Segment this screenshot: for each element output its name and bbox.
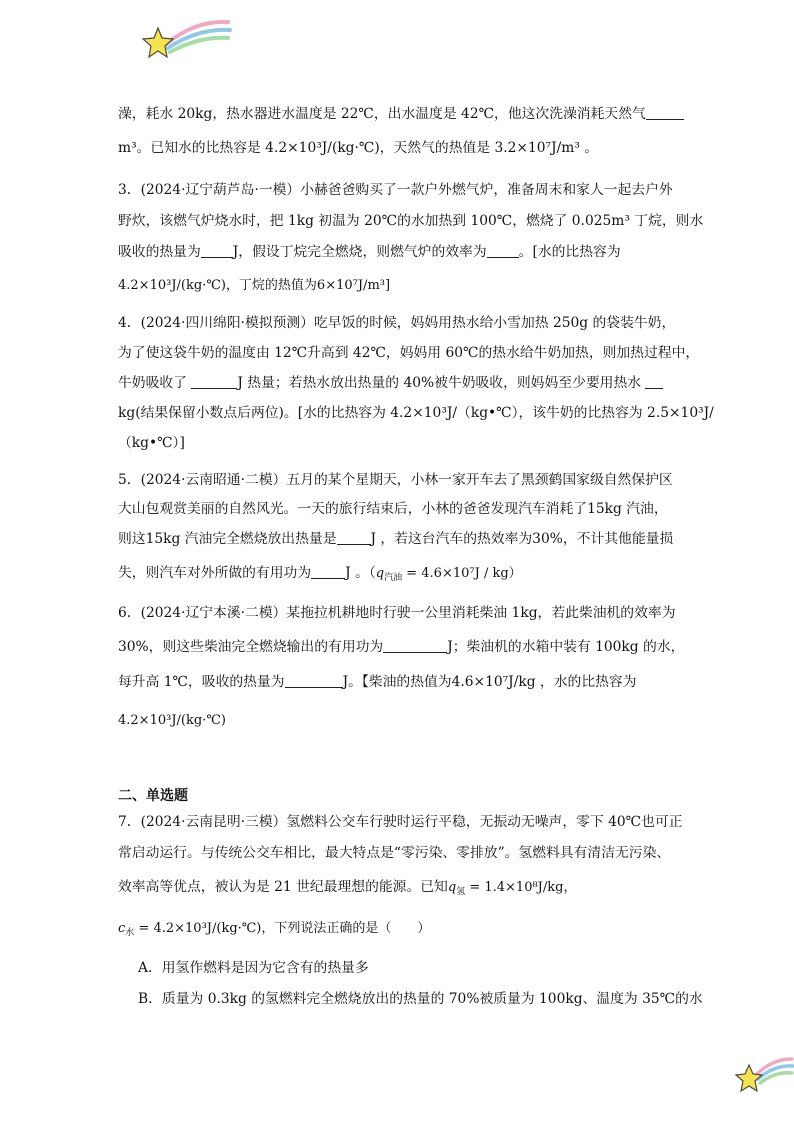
q5-text: J 。（ bbox=[345, 565, 376, 581]
answer-blank[interactable] bbox=[646, 105, 684, 120]
answer-blank[interactable] bbox=[191, 374, 237, 389]
q7-line-3 bbox=[118, 877, 698, 902]
q5-stem: 5．(2024·云南昭通·二模）五月的某个星期天，小林一家开车去了黑颈鹤国家级自然保护区 bbox=[118, 472, 673, 488]
q4-text: J 热量；若热水放出热量的 40%被牛奶吸收，则妈妈至少要用热水 bbox=[237, 375, 642, 391]
q2-line-2 bbox=[118, 138, 698, 158]
q5-line-3 bbox=[118, 529, 698, 549]
q2-text: m³。已知水的比热容是 4.2×10³J/(kg·℃)，天然气的热值是 3.2×10⁷J/m³ 。 bbox=[118, 140, 599, 156]
q7-line-4 bbox=[118, 918, 698, 943]
q7-formula: = 4.2×10³J/(kg·℃)，下列说法正确的是（ ） bbox=[134, 921, 431, 936]
q7-symbol: c bbox=[118, 921, 126, 936]
answer-blank[interactable] bbox=[311, 564, 345, 579]
q4-stem: 4．(2024·四川绵阳·模拟预测）吃早饭的时候，妈妈用热水给小雪加热 250g 的袋装牛奶， bbox=[118, 315, 676, 331]
q5-line-2 bbox=[118, 499, 698, 519]
q4-line-2 bbox=[118, 343, 698, 363]
q4-text: 牛奶吸收了 bbox=[118, 375, 187, 391]
q4-text: 为了使这袋牛奶的温度由 12℃升高到 42℃，妈妈用 60℃的热水给牛奶加热，则加热过程中， bbox=[118, 345, 700, 361]
q2-line-1 bbox=[118, 104, 698, 124]
q5-subscript: 汽油 bbox=[384, 573, 403, 583]
q6-line-1 bbox=[118, 603, 698, 623]
q4-line-3 bbox=[118, 373, 698, 393]
q7-subscript: 氢 bbox=[456, 887, 466, 897]
q7-line-2 bbox=[118, 843, 698, 863]
q6-text: J；柴油机的水箱中装有 100kg 的水， bbox=[447, 639, 685, 655]
q3-line-1 bbox=[118, 180, 698, 200]
q6-text: J。【柴油的热值为4.6×10⁷J/kg ，水的比热容为 bbox=[342, 674, 637, 690]
answer-blank[interactable] bbox=[201, 243, 233, 258]
q3-line-4 bbox=[118, 275, 698, 296]
q6-text: 每升高 1℃，吸收的热量为 bbox=[118, 674, 285, 690]
q7-text: 效率高等优点，被认为是 21 世纪最理想的能源。已知 bbox=[118, 879, 448, 895]
q3-text: 。[水的比热容为 bbox=[518, 244, 621, 260]
q6-line-2 bbox=[118, 637, 698, 657]
q6-text: 30%，则这些柴油完全燃烧输出的有用功为 bbox=[118, 639, 384, 655]
q5-text: 失，则汽车对外所做的有用功为 bbox=[118, 565, 312, 581]
q5-text: 大山包观赏美丽的自然风光。一天的旅行结束后，小林的爸爸发现汽车消耗了15kg 汽油， bbox=[118, 501, 668, 517]
shooting-star-icon bbox=[732, 1055, 794, 1097]
q7-line-1 bbox=[118, 812, 698, 832]
answer-blank[interactable] bbox=[487, 243, 519, 258]
answer-blank[interactable] bbox=[337, 530, 371, 545]
q3-line-3 bbox=[118, 242, 698, 262]
q3-stem: 3．(2024·辽宁葫芦岛·一模）小赫爸爸购买了一款户外燃气炉，准备周末和家人一起去户外 bbox=[118, 182, 673, 198]
section-heading: 二、单选题 bbox=[118, 788, 188, 804]
q4-line-4 bbox=[118, 403, 714, 423]
q6-formula: 4.2×10³J/(kg·℃) bbox=[118, 713, 226, 728]
q3-formula: 4.2×10³J/(kg·℃)，丁烷的热值为6×10⁷J/m³] bbox=[118, 278, 391, 293]
shooting-star-icon bbox=[136, 14, 232, 64]
q7-formula: = 1.4×10⁸J/kg， bbox=[465, 880, 577, 895]
q7-option-a[interactable]: A．用氢作燃料是因为它含有的热量多 bbox=[138, 960, 369, 976]
q4-line-5 bbox=[118, 433, 698, 453]
q2-text: 澡，耗水 20kg，热水器进水温度是 22℃，出水温度是 42℃，他这次洗澡消耗天然气 bbox=[118, 106, 646, 122]
q5-formula: = 4.6×10⁷J / kg） bbox=[402, 566, 522, 581]
q5-line-1 bbox=[118, 470, 698, 490]
q7-text: 常启动运行。与传统公交车相比，最大特点是“零污染、零排放”。氢燃料具有清洁无污染、 bbox=[118, 845, 671, 861]
q4-text: kg(结果保留小数点后两位)。[水的比热容为 4.2×10³J/（kg•℃），该牛奶的比热容为 2.5×10³J/ bbox=[118, 405, 714, 421]
q4-text: （kg•℃）] bbox=[118, 435, 185, 451]
q6-line-3 bbox=[118, 672, 698, 692]
q7-subscript: 水 bbox=[125, 928, 135, 938]
q7-symbol: q bbox=[447, 880, 457, 895]
q3-line-2 bbox=[118, 211, 704, 231]
answer-blank[interactable] bbox=[383, 638, 447, 653]
q5-symbol: q bbox=[375, 566, 385, 581]
q4-line-1 bbox=[118, 313, 698, 333]
q5-line-4 bbox=[118, 563, 698, 588]
q5-text: 则这15kg 汽油完全燃烧放出热量是 bbox=[118, 531, 337, 547]
answer-blank[interactable] bbox=[285, 673, 343, 688]
q5-text: J ，若这台汽车的热效率为30%，不计其他能量损 bbox=[370, 531, 674, 547]
q6-stem: 6．(2024·辽宁本溪·二模）某拖拉机耕地时行驶一公里消耗柴油 1kg，若此柴油机的效率为 bbox=[118, 605, 676, 621]
q7-option-b[interactable]: B．质量为 0.3kg 的氢燃料完全燃烧放出的热量的 70%被质量为 100kg、温度为 35℃的水 bbox=[138, 991, 703, 1007]
q3-text: J，假设丁烷完全燃烧，则燃气炉的效率为 bbox=[232, 244, 487, 260]
q7-stem: 7．(2024·云南昆明·三模）氢燃料公交车行驶时运行平稳，无振动无噪声，零下 40℃也可正 bbox=[118, 814, 683, 830]
q3-text: 野炊，该燃气炉烧水时，把 1kg 初温为 20℃的水加热到 100℃，燃烧了 0.025m³ 丁烷，则水 bbox=[118, 213, 704, 229]
q6-line-4 bbox=[118, 710, 698, 731]
answer-blank[interactable] bbox=[645, 374, 663, 389]
q3-text: 吸收的热量为 bbox=[118, 244, 201, 260]
